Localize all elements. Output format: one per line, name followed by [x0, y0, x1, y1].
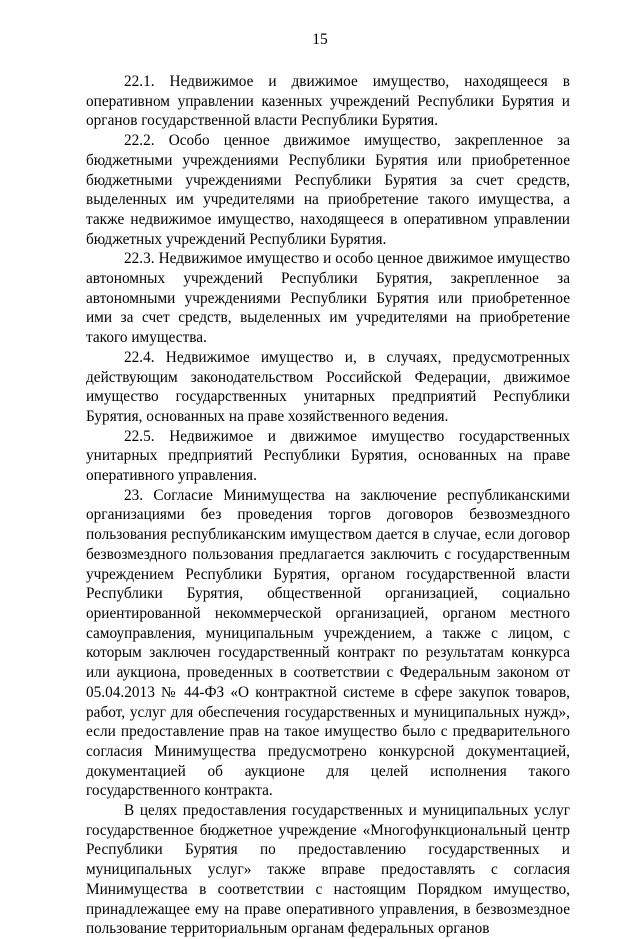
paragraph-22-5: 22.5. Недвижимое и движимое имущество государственных унитарных предприятий Республики Бурятия, основанных на праве оперативного управления.: [86, 427, 570, 485]
document-body: [86, 72, 570, 939]
paragraph-23: 23. Согласие Минимущества на заключение республиканскими организациями без проведения торгов договоров безвозмездного пользования республиканским имуществом дается в случае, если договор безвозмездного пользования предлагается заключить с государственным учреждением Республики Бурятия, органом государственной власти Республики Бурятия, общественной организацией, социально ориентированной некоммерческой организацией, органом местного самоуправления, муниципальным учреждением, а также с лицом, с которым заключен государственный контракт по результатам конкурса или аукциона, проведенных в соответствии с Федеральным законом от 05.04.2013 № 44-ФЗ «О контрактной системе в сфере закупок товаров, работ, услуг для обеспечения государственных и муниципальных нужд», если предоставление прав на такое имущество было с предварительного согласия Минимущества предусмотрено конкурсной документацией, документацией об аукционе для целей исполнения такого государственного контракта.: [86, 486, 570, 800]
paragraph-22-1: 22.1. Недвижимое и движимое имущество, находящееся в оперативном управлении казенных учреждений Республики Бурятия и органов государственной власти Республики Бурятия.: [86, 73, 570, 130]
paragraph-mfc: В целях предоставления государственных и муниципальных услуг государственное бюджетное учреждение «Многофункциональный центр Республики Бурятия по предоставлению государственных и муниципальных услуг» также вправе предоставлять с согласия Минимущества в соответствии с настоящим Порядком имущество, принадлежащее ему на праве оперативного управления, в безвозмездное пользование территориальным органам федеральных органов: [86, 802, 570, 938]
paragraph-22-2: 22.2. Особо ценное движимое имущество, закрепленное за бюджетными учреждениями Республики Бурятия или приобретенное бюджетными учреждениями Республики Бурятия за счет средств, выделенных им учредителями на приобретение такого имущества, а также недвижимое имущество, находящееся в оперативном управлении бюджетных учреждений Республики Бурятия.: [86, 132, 570, 248]
page-number: 15: [312, 31, 328, 48]
paragraph-22-4: 22.4. Недвижимое имущество и, в случаях, предусмотренных действующим законодательством Российской Федерации, движимое имущество государственных унитарных предприятий Республики Бурятия, основанных на праве хозяйственного ведения.: [86, 348, 570, 425]
paragraph-22-3: 22.3. Недвижимое имущество и особо ценное движимое имущество автономных учреждений Республики Бурятия, закрепленное за автономными учреждениями Республики Бурятия или приобретенное ими за счет средств, выделенных им учредителями на приобретение такого имущества.: [86, 250, 570, 347]
